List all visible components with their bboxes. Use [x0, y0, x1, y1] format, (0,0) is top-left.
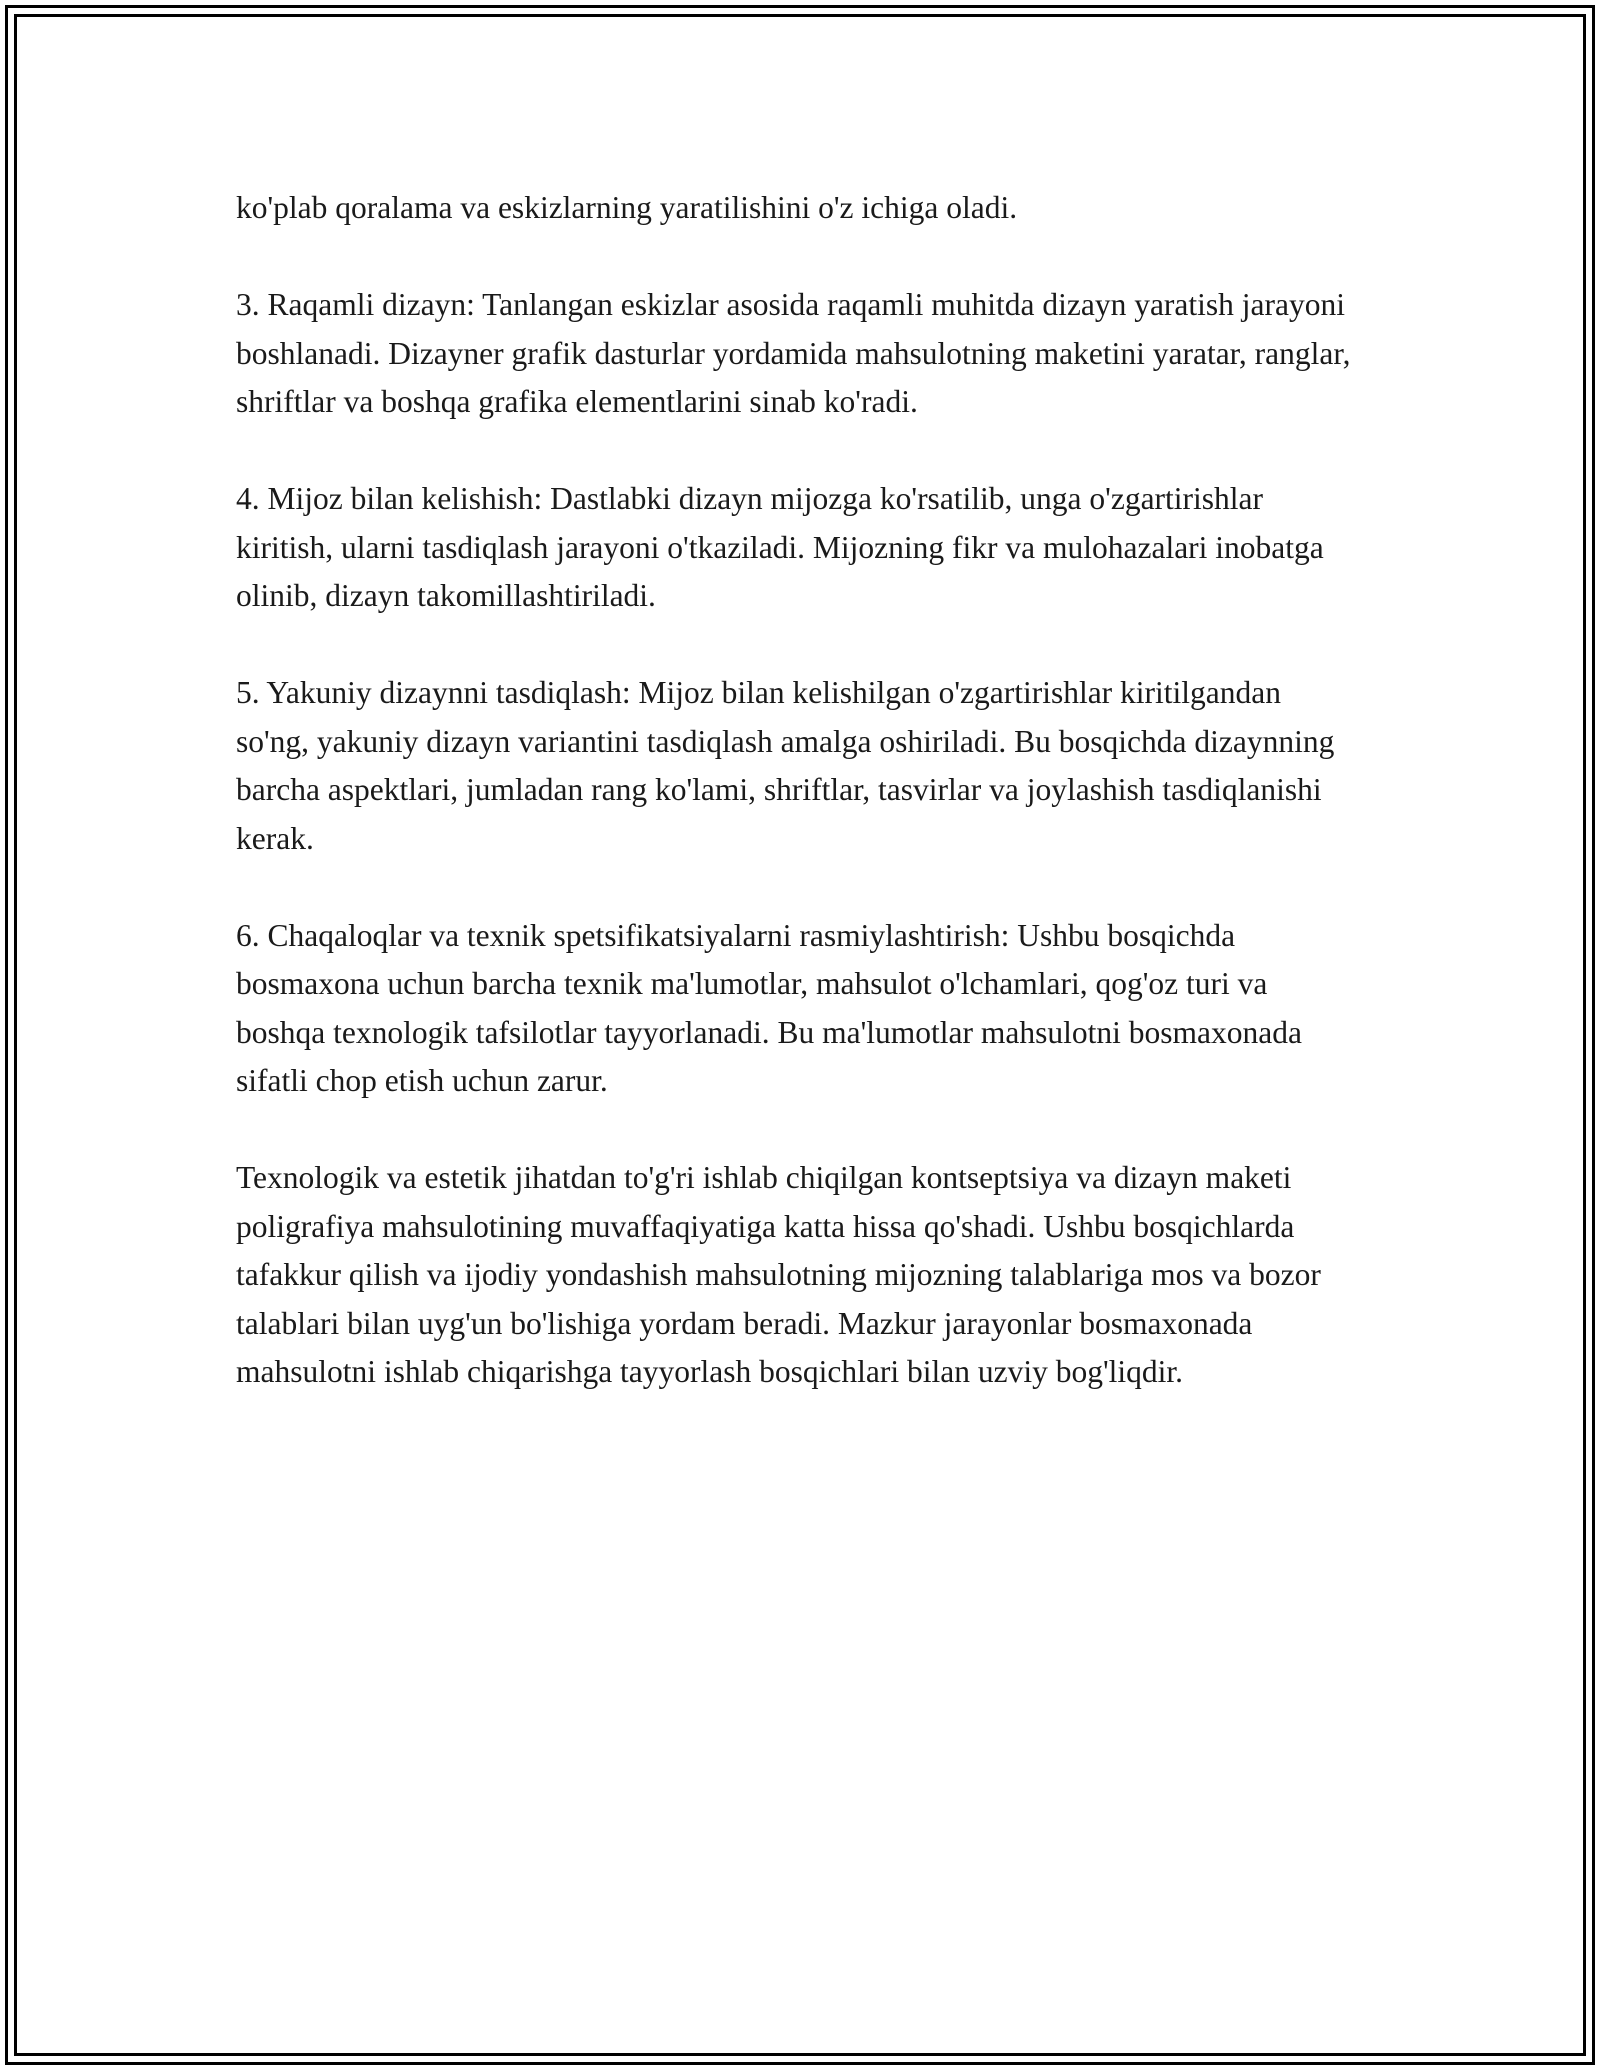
paragraph-continuation: ko'plab qoralama va eskizlarning yaratilishini o'z ichiga oladi. [236, 190, 1018, 225]
paragraph-step-6-technical-specs: 6. Chaqaloqlar va texnik spetsifikatsiyalarni rasmiylashtirish: Ushbu bosqichda bosmaxona uchun barcha texnik ma'lumotlar, mahsulot o'lchamlari, qog'oz turi va boshqa texnologik tafsilotlar tayyorlanadi. Bu ma'lumotlar mahsulotni bosmaxonada sifatli chop etish uchun zarur. [236, 917, 1302, 1098]
paragraph-step-5-final-approval: 5. Yakuniy dizaynni tasdiqlash: Mijoz bilan kelishilgan o'zgartirishlar kiritilgandan so'ng, yakuniy dizayn variantini tasdiqlash amalga oshiriladi. Bu bosqichda dizaynning barcha aspektlari, jumladan rang ko'lami, shriftlar, tasvirlar va joylashish tasdiqlanishi kerak. [236, 675, 1335, 856]
page-content [236, 184, 1356, 1397]
paragraph-step-4-client-agreement: 4. Mijoz bilan kelishish: Dastlabki dizayn mijozga ko'rsatilib, unga o'zgartirishlar kiritish, ularni tasdiqlash jarayoni o'tkaziladi. Mijozning fikr va mulohazalari inobatga olinib, dizayn takomillashtiriladi. [236, 481, 1324, 613]
paragraph-conclusion: Texnologik va estetik jihatdan to'g'ri ishlab chiqilgan kontseptsiya va dizayn maketi poligrafiya mahsulotining muvaffaqiyatiga katta hissa qo'shadi. Ushbu bosqichlarda tafakkur qilish va ijodiy yondashish mahsulotning mijozning talablariga mos va bozor talablari bilan uyg'un bo'lishiga yordam beradi. Mazkur jarayonlar bosmaxonada mahsulotni ishlab chiqarishga tayyorlash bosqichlari bilan uzviy bog'liqdir. [236, 1160, 1321, 1389]
paragraph-step-3-digital-design: 3. Raqamli dizayn: Tanlangan eskizlar asosida raqamli muhitda dizayn yaratish jarayoni boshlanadi. Dizayner grafik dasturlar yordamida mahsulotning maketini yaratar, ranglar, shriftlar va boshqa grafika elementlarini sinab ko'radi. [236, 287, 1351, 419]
